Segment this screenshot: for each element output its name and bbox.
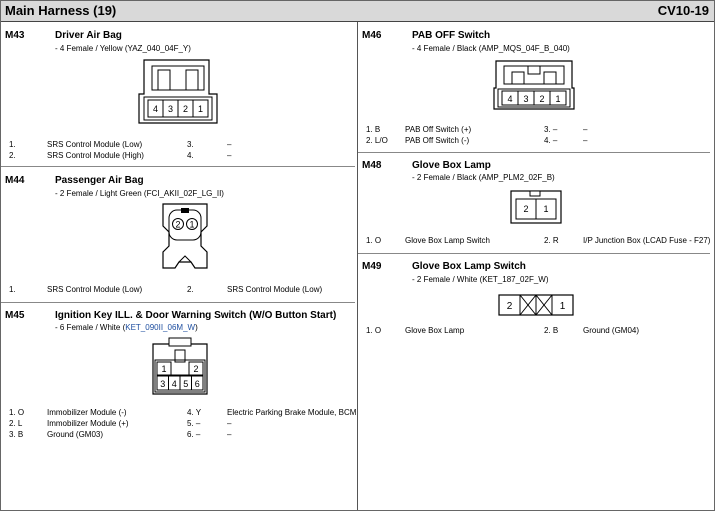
m45-pin-desc-1: Immobilizer Module (-) (47, 408, 127, 417)
m45-connector-diagram (149, 336, 211, 398)
m46-pin-row-3: 3. – (544, 125, 558, 134)
m48-connector-diagram (510, 190, 562, 224)
m48-pin-row-1: 1. O (366, 236, 382, 245)
m45-pin-desc-3: Ground (GM03) (47, 430, 104, 439)
m43-pin-row-1: 1. (9, 140, 16, 149)
m43-pin-row-4: 4. (187, 151, 194, 160)
m46-pin-row-2: 2. L/O (366, 136, 388, 145)
m48-name: Glove Box Lamp (412, 160, 491, 171)
m45-pin-desc-2: Immobilizer Module (+) (47, 419, 129, 428)
m45-pin-row-1: 1. O (9, 408, 25, 417)
divider-m48 (358, 253, 710, 254)
m45-pin-3: 3 (160, 379, 166, 389)
m45-pin-2: 2 (193, 364, 199, 374)
m46-connector-diagram (492, 58, 576, 112)
m45-desc: - 6 Female / White (KET_090II_06M_W) (55, 323, 198, 332)
m45-pin-desc-5: – (227, 419, 232, 428)
m48-id: M48 (362, 160, 382, 171)
m49-connector-diagram (498, 294, 574, 316)
m45-pin-row-4: 4. Y (187, 408, 202, 417)
m46-id: M46 (362, 30, 382, 41)
m44-pin-1: 1 (189, 219, 195, 230)
m45-pin-row-5: 5. – (187, 419, 201, 428)
m49-pin-2: 2 (506, 301, 513, 312)
m45-id: M45 (5, 310, 25, 321)
m43-desc: - 4 Female / Yellow (YAZ_040_04F_Y) (55, 44, 191, 53)
m43-pin-desc-3: – (227, 140, 232, 149)
m46-pin-row-4: 4. – (544, 136, 558, 145)
m48-pin-row-2: 2. R (544, 236, 559, 245)
divider-m46 (358, 152, 710, 153)
m49-desc: - 2 Female / White (KET_187_02F_W) (412, 275, 549, 284)
m46-pin-row-1: 1. B (366, 125, 381, 134)
m49-pin-desc-2: Ground (GM04) (583, 326, 640, 335)
m46-pin-desc-4: – (583, 136, 588, 145)
m45-pin-row-6: 6. – (187, 430, 201, 439)
m44-id: M44 (5, 175, 25, 186)
m45-pin-5: 5 (183, 379, 189, 389)
m44-pin-row-2: 2. (187, 285, 194, 294)
m43-id: M43 (5, 30, 25, 41)
divider-m44 (0, 302, 355, 303)
column-divider (357, 22, 358, 511)
m46-pin-3: 3 (523, 94, 529, 104)
m48-pin-desc-1: Glove Box Lamp Switch (405, 236, 490, 245)
m49-pin-row-1: 1. O (366, 326, 382, 335)
m44-pin-desc-2: SRS Control Module (Low) (227, 285, 323, 294)
m44-pin-row-1: 1. (9, 285, 16, 294)
divider-m43 (0, 166, 355, 167)
m43-pin-desc-1: SRS Control Module (Low) (47, 140, 143, 149)
m45-pin-6: 6 (194, 379, 200, 389)
m48-pin-desc-2: I/P Junction Box (LCAD Fuse - F27) (583, 236, 711, 245)
m45-pin-4: 4 (171, 379, 177, 389)
m46-pin-desc-3: – (583, 125, 588, 134)
m43-pin-3: 3 (167, 104, 174, 114)
m48-desc: - 2 Female / Black (AMP_PLM2_02F_B) (412, 173, 555, 182)
m44-pin-2: 2 (175, 219, 181, 230)
m43-pin-row-3: 3. (187, 140, 194, 149)
m46-pin-1: 1 (555, 94, 561, 104)
m48-pin-1: 1 (543, 204, 549, 214)
m45-pin-desc-6: – (227, 430, 232, 439)
m49-pin-desc-1: Glove Box Lamp (405, 326, 465, 335)
m49-pin-1: 1 (559, 301, 566, 312)
page-code: CV10-19 (657, 3, 709, 18)
m43-connector-diagram (138, 57, 218, 125)
m49-pin-row-2: 2. B (544, 326, 559, 335)
m45-name: Ignition Key ILL. & Door Warning Switch (W/O Button Start) (55, 310, 337, 321)
m46-pin-desc-2: PAB Off Switch (-) (405, 136, 470, 145)
m49-id: M49 (362, 261, 382, 272)
m45-pin-row-2: 2. L (9, 419, 23, 428)
m48-pin-2: 2 (523, 204, 529, 214)
page-title: Main Harness (19) (5, 3, 117, 18)
m43-pin-1: 1 (197, 104, 204, 114)
m43-pin-row-2: 2. (9, 151, 16, 160)
m46-pin-2: 2 (539, 94, 545, 104)
m43-pin-desc-2: SRS Control Module (High) (47, 151, 144, 160)
m44-name: Passenger Air Bag (55, 175, 144, 186)
m45-pin-desc-4: Electric Parking Brake Module, BCM (227, 408, 357, 417)
m49-name: Glove Box Lamp Switch (412, 261, 526, 272)
m44-desc: - 2 Female / Light Green (FCI_AKII_02F_LG_II) (55, 189, 224, 198)
m44-pin-desc-1: SRS Control Module (Low) (47, 285, 143, 294)
m46-name: PAB OFF Switch (412, 30, 491, 41)
m46-desc: - 4 Female / Black (AMP_MQS_04F_B_040) (412, 44, 570, 53)
m45-pin-row-3: 3. B (9, 430, 24, 439)
m46-pin-4: 4 (507, 94, 513, 104)
page-header (0, 0, 715, 22)
m43-name: Driver Air Bag (55, 30, 122, 41)
m45-pin-1: 1 (161, 364, 167, 374)
m43-pin-4: 4 (152, 104, 159, 114)
m44-connector-diagram (155, 202, 215, 274)
m46-pin-desc-1: PAB Off Switch (+) (405, 125, 472, 134)
m45-desc-code: KET_090II_06M_W (125, 323, 196, 332)
m43-pin-desc-4: – (227, 151, 232, 160)
m43-pin-2: 2 (182, 104, 189, 114)
